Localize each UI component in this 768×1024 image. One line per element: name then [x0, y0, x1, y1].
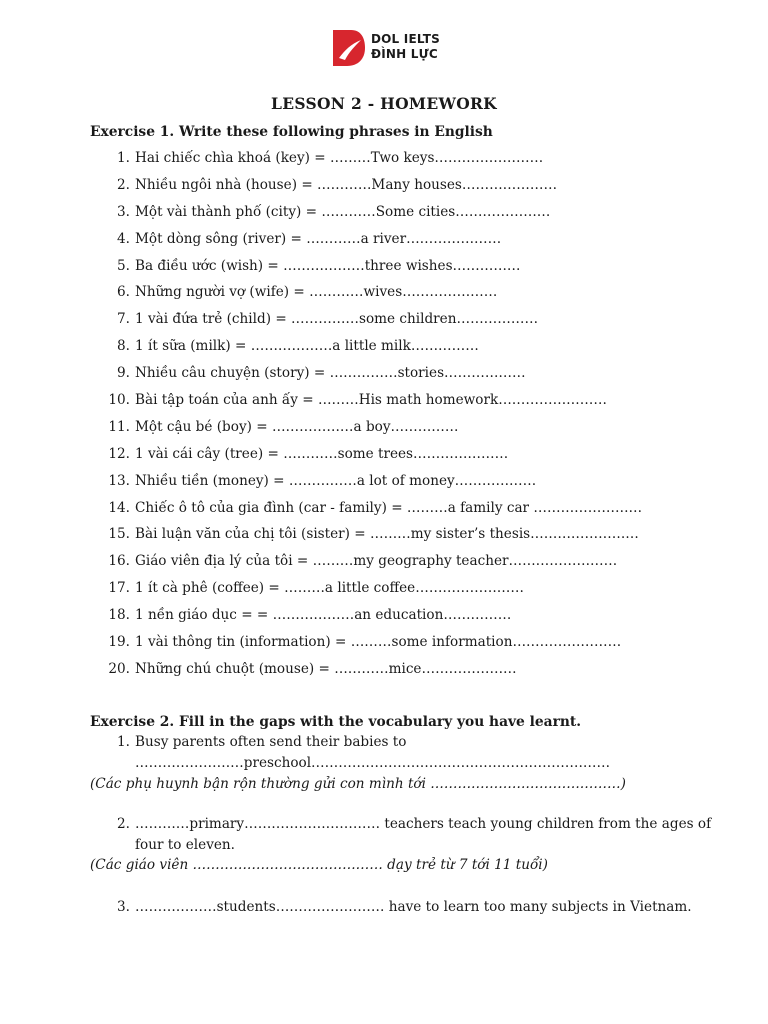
item-number: 15.: [108, 526, 130, 543]
item-text: Nhiều tiền (money) = ……………a lot of money………………: [135, 472, 537, 489]
item-number: 7.: [117, 311, 130, 328]
item-text: Bài tập toán của anh ấy = ………His math homework……………………: [135, 392, 607, 409]
exercise-1-list: [0, 150, 700, 688]
item-number: 1.: [117, 150, 130, 166]
item-text: Một vài thành phố (city) = …………Some cities…………………: [135, 203, 551, 220]
page-title: LESSON 2 - HOMEWORK: [271, 94, 497, 113]
item-number: 2.: [117, 816, 130, 832]
item-number: 17.: [108, 580, 130, 597]
item-text: Một dòng sông (river) = …………a river…………………: [135, 230, 502, 247]
exercise-1-heading: Exercise 1. Write these following phrases in English: [90, 124, 493, 140]
exercise-1-item: [0, 526, 700, 553]
exercise-1-item: [0, 500, 700, 527]
exercise-1-item: [0, 553, 700, 580]
item-text: Những người vợ (wife) = …………wives…………………: [135, 284, 498, 301]
exercise-1-item: [0, 204, 700, 231]
item-number: 3.: [117, 203, 130, 220]
logo-line-2: ĐÌNH LỰC: [371, 47, 438, 61]
logo-text: [371, 32, 440, 62]
item-text: Hai chiếc chìa khoá (key) = ………Two keys……………………: [135, 150, 544, 166]
item-number: 12.: [108, 445, 130, 462]
exercise-1-item: [0, 258, 700, 285]
item-text: 1 ít sữa (milk) = ………………a little milk……………: [135, 338, 479, 355]
exercise-1-item: [0, 284, 700, 311]
item-number: 8.: [117, 338, 130, 355]
exercise-1-item: [0, 338, 700, 365]
item-number: 6.: [117, 284, 130, 301]
item-text: …………primary………………………… teachers teach young children from the ages of: [135, 816, 712, 832]
logo-line-1: DOL IELTS: [371, 32, 440, 46]
item-text: Bài luận văn của chị tôi (sister) = ………my sister’s thesis……………………: [135, 526, 639, 543]
dol-logo-icon: [331, 28, 365, 68]
item-translation: (Các phụ huynh bận rộn thường gửi con mình tới ……………………………………): [90, 776, 626, 792]
item-text: Ba điều ước (wish) = ………………three wishes……………: [135, 257, 521, 274]
exercise-1-item: [0, 365, 700, 392]
item-text: Busy parents often send their babies to: [135, 734, 407, 750]
item-number: 3.: [117, 899, 130, 915]
item-text: Nhiều câu chuyện (story) = ……………stories………………: [135, 365, 526, 382]
item-text: 1 vài đứa trẻ (child) = ……………some children………………: [135, 311, 539, 328]
item-text: ………………students…………………… have to learn too many subjects in Vietnam.: [135, 899, 692, 915]
dol-ielts-logo: [331, 28, 441, 68]
item-text: Một cậu bé (boy) = ………………a boy……………: [135, 418, 459, 435]
item-text: Giáo viên địa lý của tôi = ………my geography teacher……………………: [135, 553, 618, 570]
item-number: 20.: [108, 660, 130, 677]
exercise-1-item: [0, 580, 700, 607]
item-number: 2.: [117, 176, 130, 193]
exercise-1-item: [0, 392, 700, 419]
item-number: 18.: [108, 607, 130, 624]
exercise-1-item: [0, 311, 700, 338]
exercise-1-item: [0, 177, 700, 204]
item-number: 5.: [117, 257, 130, 274]
exercise-1-item: [0, 607, 700, 634]
item-number: 11.: [108, 418, 130, 435]
item-number: 16.: [108, 553, 130, 570]
item-number: 1.: [117, 734, 130, 750]
exercise-1-item: [0, 231, 700, 258]
item-number: 10.: [108, 392, 130, 409]
item-number: 14.: [108, 499, 130, 516]
item-text: 1 nền giáo dục = = ………………an education……………: [135, 607, 512, 624]
exercise-1-item: [0, 419, 700, 446]
exercise-1-item: [0, 446, 700, 473]
item-text: 1 ít cà phê (coffee) = ………a little coffee……………………: [135, 580, 524, 597]
exercise-1-item: [0, 661, 700, 688]
exercise-1-item: [0, 473, 700, 500]
item-translation: (Các giáo viên …………………………………… dạy trẻ từ 7 tới 11 tuổi): [90, 857, 548, 873]
item-text: Nhiều ngôi nhà (house) = …………Many houses…………………: [135, 176, 558, 193]
item-text: 1 vài cái cây (tree) = …………some trees…………………: [135, 445, 509, 462]
exercise-1-item: [0, 150, 700, 177]
item-text: 1 vài thông tin (information) = ………some information……………………: [135, 634, 622, 651]
exercise-1-item: [0, 634, 700, 661]
item-text: Chiếc ô tô của gia đình (car - family) = ………a family car ……………………: [135, 499, 643, 516]
exercise-2-heading: Exercise 2. Fill in the gaps with the vocabulary you have learnt.: [90, 714, 582, 730]
item-text: Những chú chuột (mouse) = …………mice…………………: [135, 660, 517, 677]
item-text-continued: four to eleven.: [135, 837, 235, 853]
item-number: 9.: [117, 365, 130, 382]
item-number: 4.: [117, 230, 130, 247]
item-number: 19.: [108, 634, 130, 651]
item-number: 13.: [108, 472, 130, 489]
item-answer-line: ……………………preschool…………………………………………………………: [135, 755, 611, 771]
